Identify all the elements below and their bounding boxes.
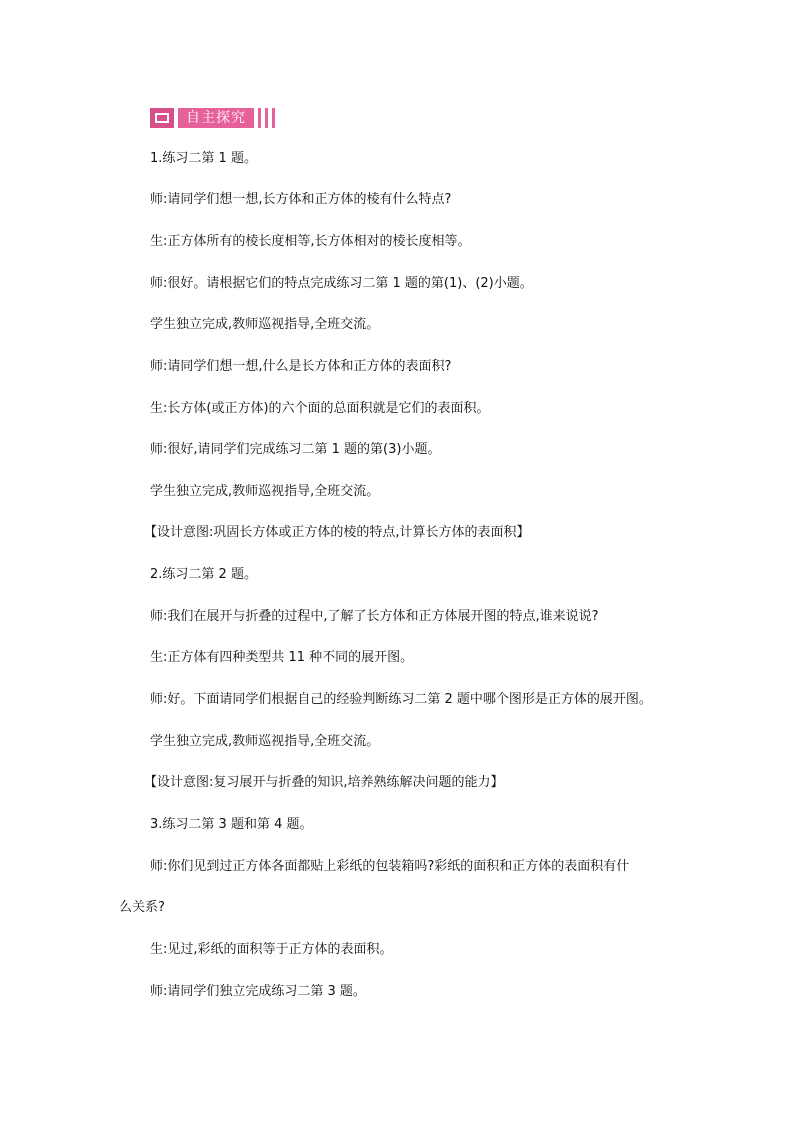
activity-line: 学生独立完成,教师巡视指导,全班交流。 — [150, 484, 380, 499]
dialogue-line: 师:我们在展开与折叠的过程中,了解了长方体和正方体展开图的特点,谁来说说? — [150, 609, 599, 624]
activity-line: 学生独立完成,教师巡视指导,全班交流。 — [150, 317, 380, 332]
dialogue-line: 师:好。下面请同学们根据自己的经验判断练习二第 2 题中哪个图形是正方体的展开图。 — [150, 692, 652, 707]
dialogue-line: 师:你们见到过正方体各面都贴上彩纸的包装箱吗?彩纸的面积和正方体的表面积有什 — [150, 859, 630, 874]
exercise-heading: 3.练习二第 3 题和第 4 题。 — [150, 817, 313, 832]
dialogue-line: 生:正方体有四种类型共 11 种不同的展开图。 — [150, 650, 414, 665]
activity-line: 学生独立完成,教师巡视指导,全班交流。 — [150, 734, 380, 749]
dialogue-line: 师:很好。请根据它们的特点完成练习二第 1 题的第(1)、(2)小题。 — [150, 276, 533, 291]
stripe — [272, 108, 275, 128]
section-title: 自主探究 — [178, 108, 254, 128]
dialogue-line: 生:长方体(或正方体)的六个面的总面积就是它们的表面积。 — [150, 401, 490, 416]
stripe — [258, 108, 261, 128]
dialogue-line-continuation: 么关系? — [119, 900, 165, 915]
design-intent-line: 【设计意图:复习展开与折叠的知识,培养熟练解决问题的能力】 — [144, 775, 504, 790]
section-number-box — [150, 108, 174, 128]
section-header — [150, 107, 279, 129]
stripe — [265, 108, 268, 128]
dialogue-line: 生:正方体所有的棱长度相等,长方体相对的棱长度相等。 — [150, 234, 471, 249]
dialogue-line: 师:请同学们独立完成练习二第 3 题。 — [150, 984, 366, 999]
exercise-heading: 2.练习二第 2 题。 — [150, 567, 257, 582]
section-header-stripes — [258, 108, 279, 128]
dialogue-line: 生:见过,彩纸的面积等于正方体的表面积。 — [150, 942, 393, 957]
exercise-heading: 1.练习二第 1 题。 — [150, 151, 257, 166]
dialogue-line: 师:请同学们想一想,长方体和正方体的棱有什么特点? — [150, 192, 452, 207]
design-intent-line: 【设计意图:巩固长方体或正方体的棱的特点,计算长方体的表面积】 — [144, 525, 530, 540]
dialogue-line: 师:很好,请同学们完成练习二第 1 题的第(3)小题。 — [150, 442, 441, 457]
dialogue-line: 师:请同学们想一想,什么是长方体和正方体的表面积? — [150, 359, 452, 374]
